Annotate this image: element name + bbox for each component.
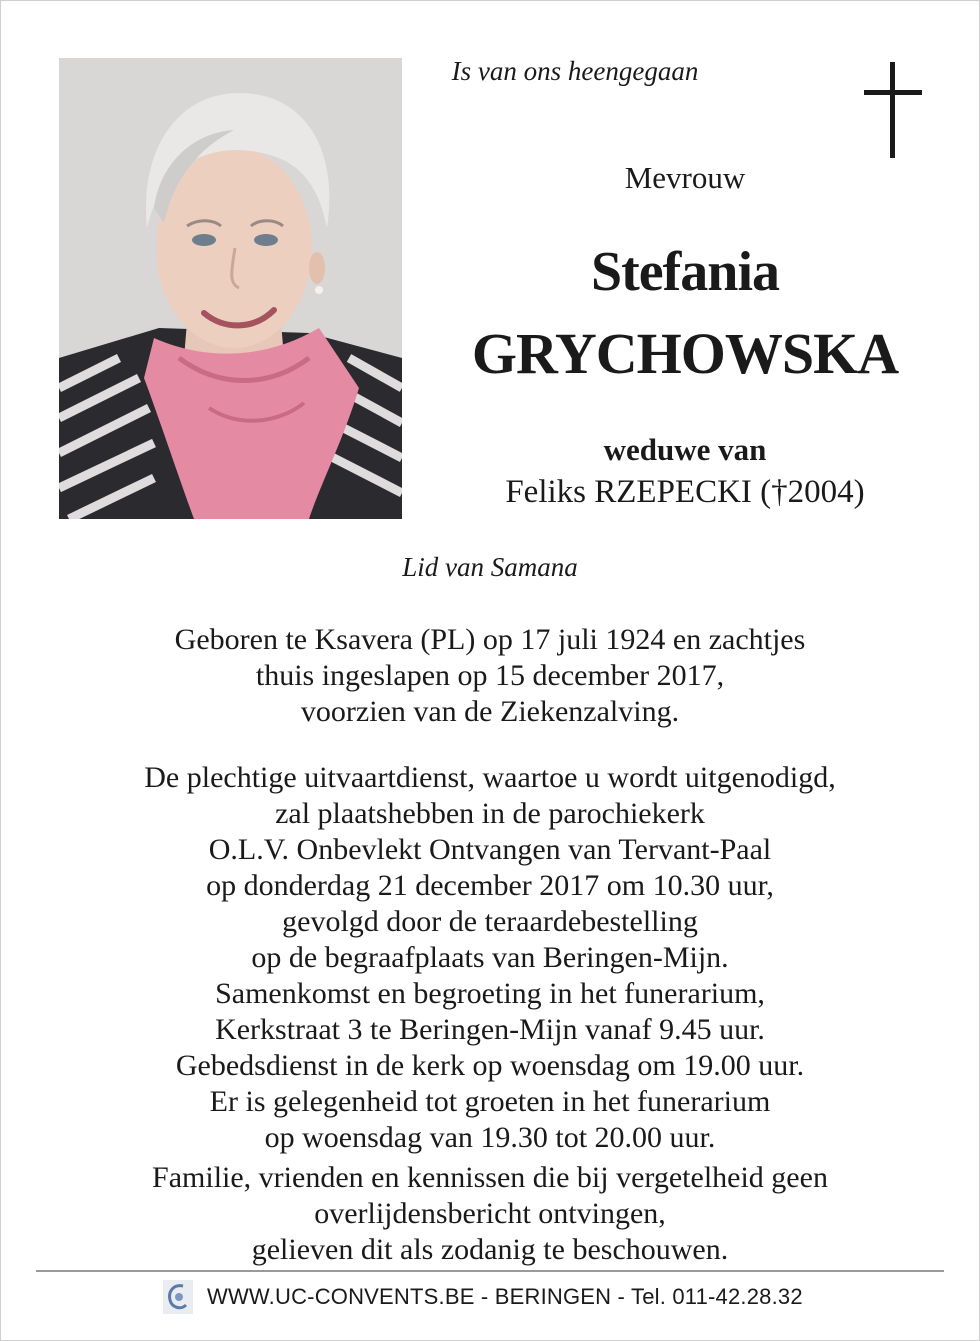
widow-label: weduwe van [603,432,767,467]
intro-text: Is van ons heengegaan [451,56,699,86]
paragraph-line: Gebedsdienst in de kerk op woensdag om 19.00 uur. [175,1049,805,1082]
paragraph-line: gevolgd door de teraardebestelling [282,905,698,938]
membership: Lid van Samana [402,552,578,582]
paragraph-line: Er is gelegenheid tot groeten in het funerarium [209,1085,771,1118]
paragraph-line: overlijdensbericht ontvingen, [314,1197,666,1230]
paragraph-line: zal plaatshebben in de parochiekerk [275,797,705,830]
spouse-name: Feliks RZEPECKI (†2004) [505,474,865,510]
portrait-photo [59,58,402,519]
footer-contact: WWW.UC-CONVENTS.BE - BERINGEN - Tel. 011-42.28.32 [207,1284,803,1309]
paragraph-line: O.L.V. Onbevlekt Ontvangen van Tervant-Paal [208,833,772,866]
birth-death-paragraph [20,622,960,730]
paragraph-line: Kerkstraat 3 te Beringen-Mijn vanaf 9.45 uur. [215,1013,765,1046]
last-name: GRYCHOWSKA [471,321,899,386]
paragraph-line: op de begraafplaats van Beringen-Mijn. [251,941,729,974]
family-note-paragraph [20,1160,960,1268]
paragraph-line: thuis ingeslapen op 15 december 2017, [255,659,725,692]
footer-divider [36,1270,944,1272]
first-name: Stefania [591,241,779,303]
funeral-home-logo-icon [163,1280,193,1314]
paragraph-line: gelieven dit als zodanig te beschouwen. [251,1233,729,1266]
paragraph-line: Samenkomst en begroeting in het funerarium, [215,977,765,1010]
paragraph-line: op donderdag 21 december 2017 om 10.30 uur, [206,869,774,902]
paragraph-line: Geboren te Ksavera (PL) op 17 juli 1924 en zachtjes [174,623,806,656]
paragraph-line: Familie, vrienden en kennissen die bij vergetelheid geen [152,1161,828,1194]
cross-icon [864,62,922,158]
paragraph-line: op woensdag van 19.30 tot 20.00 uur. [264,1121,716,1154]
paragraph-line: voorzien van de Ziekenzalving. [300,695,680,728]
paragraph-line: De plechtige uitvaartdienst, waartoe u wordt uitgenodigd, [144,761,836,794]
funeral-details-paragraph [20,760,960,1156]
honorific: Mevrouw [624,160,746,195]
